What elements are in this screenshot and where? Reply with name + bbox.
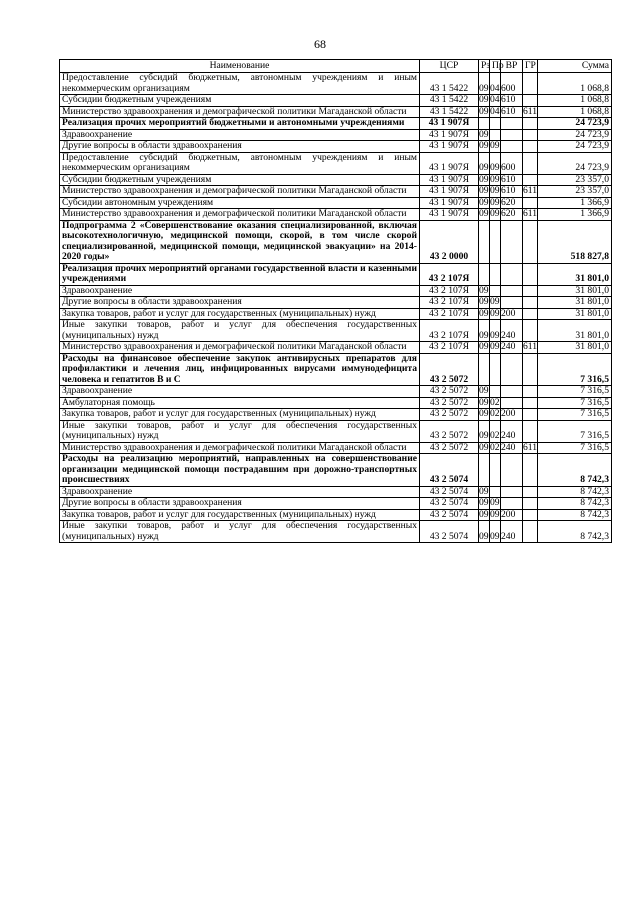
cell-name: Субсидии бюджетным учреждениям — [60, 95, 420, 107]
cell-vr — [501, 498, 523, 510]
cell-vr — [501, 118, 523, 130]
cell-pr: 02 — [490, 420, 501, 442]
cell-vr: 610 — [501, 186, 523, 198]
cell-rz: 09 — [479, 140, 489, 151]
table-row — [60, 141, 612, 153]
cell-pr: 04 — [490, 73, 501, 95]
cell-vr — [501, 486, 523, 498]
cell-gr — [523, 285, 538, 297]
cell-rz — [479, 263, 490, 285]
cell-csr: 43 1 907Я — [420, 186, 479, 198]
cell-sum: 24 723,9 — [538, 118, 612, 130]
cell-pr — [490, 285, 501, 297]
cell-gr — [523, 409, 538, 421]
cell-name: Здравоохранение — [60, 486, 420, 498]
cell-gr — [523, 397, 538, 409]
cell-rz — [479, 220, 490, 263]
cell-name: Другие вопросы в области здравоохранения — [60, 141, 420, 153]
cell-csr: 43 1 907Я — [420, 141, 479, 153]
table-row — [60, 263, 612, 285]
cell-csr: 43 2 107Я — [420, 320, 479, 342]
cell-vr: 240 — [501, 420, 523, 442]
cell-csr: 43 2 5072 — [420, 353, 479, 386]
cell-pr — [490, 220, 501, 263]
cell-csr: 43 1 907Я — [420, 129, 479, 141]
cell-rz: 09 — [479, 152, 490, 174]
cell-sum: 24 723,9 — [538, 152, 612, 174]
table-row — [60, 152, 612, 174]
header-sum: Сумма — [538, 60, 612, 73]
cell-csr: 43 2 5072 — [420, 397, 479, 409]
table-row — [60, 297, 612, 309]
table-row — [60, 320, 612, 342]
header-rz: Рз — [479, 60, 490, 73]
cell-sum: 1 068,8 — [538, 73, 612, 95]
table-row — [60, 397, 612, 409]
cell-name: Министерство здравоохранения и демографической политики Магаданской области — [60, 186, 420, 198]
cell-sum: 31 801,0 — [538, 285, 612, 297]
cell-vr: 610 — [501, 106, 523, 118]
cell-pr: 09 — [490, 320, 501, 342]
cell-sum: 1 366,9 — [538, 197, 612, 209]
table-row — [60, 174, 612, 186]
cell-csr: 43 1 5422 — [420, 106, 479, 118]
cell-pr: 09 — [490, 497, 500, 508]
cell-pr: 09 — [490, 341, 500, 352]
cell-pr — [490, 353, 501, 386]
cell-gr — [523, 73, 538, 95]
header-name: Наименование — [60, 60, 420, 73]
cell-rz: 09 — [479, 396, 489, 408]
cell-name: Здравоохранение — [60, 129, 420, 141]
cell-sum: 31 801,0 — [538, 342, 612, 354]
cell-sum: 1 068,8 — [538, 95, 612, 107]
header-vr: ВР — [501, 60, 523, 73]
cell-pr: 09 — [490, 521, 501, 543]
cell-rz: 09 — [479, 284, 489, 296]
cell-rz: 09 — [479, 105, 489, 117]
cell-sum: 7 316,5 — [538, 353, 612, 386]
table-row — [60, 118, 612, 130]
cell-csr: 43 2 0000 — [420, 220, 479, 263]
cell-pr — [490, 118, 501, 130]
table-row — [60, 220, 612, 263]
cell-csr: 43 2 107Я — [420, 297, 479, 309]
cell-vr: 200 — [501, 509, 523, 521]
cell-rz — [479, 454, 490, 487]
cell-name: Министерство здравоохранения и демографической политики Магаданской области — [60, 106, 420, 118]
cell-name: Закупка товаров, работ и услуг для государственных (муниципальных) нужд — [60, 509, 420, 521]
table-row — [60, 285, 612, 297]
cell-sum: 518 827,8 — [538, 220, 612, 263]
cell-sum: 8 742,3 — [538, 454, 612, 487]
cell-name: Подпрограмма 2 «Совершенствование оказания специализированной, включая высокотехнологичную, медицинской помощи, скорой, в том числе скорой специализированной, медицинской помощи, медицинской эвакуации» на 2014-2020 годы» — [60, 220, 420, 263]
cell-gr: 611 — [523, 208, 538, 219]
header-csr: ЦСР — [420, 60, 479, 73]
cell-sum: 31 801,0 — [538, 263, 612, 285]
cell-pr: 09 — [490, 185, 500, 196]
cell-pr: 09 — [490, 208, 500, 219]
cell-name: Реализация прочих мероприятий органами государственной власти и казенными учреждениями — [60, 263, 420, 285]
cell-name: Субсидии бюджетным учреждениям — [60, 174, 420, 186]
cell-rz: 09 — [479, 94, 489, 105]
cell-vr: 620 — [501, 209, 523, 221]
table-row — [60, 521, 612, 543]
table-row — [60, 73, 612, 95]
cell-pr: 02 — [490, 441, 500, 453]
cell-name: Иные закупки товаров, работ и услуг для обеспечения государственных (муниципальных) нужд — [60, 320, 420, 342]
cell-csr: 43 2 107Я — [420, 308, 479, 320]
cell-gr — [523, 152, 538, 174]
cell-gr — [523, 95, 538, 107]
cell-name: Иные закупки товаров, работ и услуг для обеспечения государственных (муниципальных) нужд — [60, 420, 420, 442]
cell-name: Министерство здравоохранения и демографической политики Магаданской области — [60, 342, 420, 354]
cell-gr — [523, 141, 538, 153]
cell-rz: 09 — [479, 208, 489, 219]
cell-sum: 1 366,9 — [538, 209, 612, 221]
cell-rz: 09 — [479, 296, 489, 307]
cell-csr: 43 2 107Я — [420, 285, 479, 297]
table-row — [60, 129, 612, 141]
cell-sum: 8 742,3 — [538, 498, 612, 510]
cell-sum: 1 068,8 — [538, 106, 612, 118]
cell-rz: 09 — [479, 307, 489, 319]
cell-pr — [490, 263, 501, 285]
cell-vr — [501, 129, 523, 141]
cell-gr — [523, 486, 538, 498]
cell-rz: 09 — [479, 341, 489, 352]
cell-csr: 43 1 907Я — [420, 152, 479, 174]
cell-vr: 600 — [501, 73, 523, 95]
cell-csr: 43 1 907Я — [420, 197, 479, 209]
cell-rz: 09 — [479, 521, 490, 543]
cell-rz: 09 — [479, 320, 490, 342]
cell-sum: 31 801,0 — [538, 297, 612, 309]
cell-gr: 611 — [523, 185, 538, 196]
cell-gr — [523, 263, 538, 285]
cell-name: Иные закупки товаров, работ и услуг для обеспечения государственных (муниципальных) нужд — [60, 521, 420, 543]
cell-vr — [501, 353, 523, 386]
cell-vr: 610 — [501, 95, 523, 107]
cell-name: Субсидии автономным учреждениям — [60, 197, 420, 209]
table-row — [60, 197, 612, 209]
cell-pr: 09 — [490, 196, 500, 208]
cell-csr: 43 1 907Я — [420, 118, 479, 130]
cell-pr — [490, 129, 501, 141]
cell-csr: 43 1 5422 — [420, 95, 479, 107]
cell-vr — [501, 454, 523, 487]
cell-gr — [523, 297, 538, 309]
cell-sum: 31 801,0 — [538, 308, 612, 320]
cell-rz: 09 — [479, 508, 489, 520]
cell-sum: 7 316,5 — [538, 409, 612, 421]
cell-vr: 240 — [501, 521, 523, 543]
cell-sum: 24 723,9 — [538, 141, 612, 153]
cell-csr: 43 2 5074 — [420, 521, 479, 543]
cell-rz: 09 — [479, 128, 489, 140]
cell-name: Реализация прочих мероприятий бюджетными и автономными учреждениями — [60, 118, 420, 130]
table-row — [60, 209, 612, 221]
cell-pr — [490, 454, 501, 487]
cell-sum: 24 723,9 — [538, 129, 612, 141]
cell-name: Здравоохранение — [60, 285, 420, 297]
cell-csr: 43 2 5072 — [420, 420, 479, 442]
cell-name: Амбулаторная помощь — [60, 397, 420, 409]
table-row — [60, 498, 612, 510]
cell-gr: 611 — [523, 105, 538, 117]
table-header-row — [60, 60, 612, 73]
cell-name: Другие вопросы в области здравоохранения — [60, 498, 420, 510]
table-row — [60, 106, 612, 118]
cell-rz — [479, 353, 490, 386]
cell-sum: 23 357,0 — [538, 186, 612, 198]
cell-vr: 610 — [501, 174, 523, 186]
cell-csr: 43 2 5072 — [420, 442, 479, 454]
cell-name: Расходы на реализацию мероприятий, направленных на совершенствование организации медицинской помощи пострадавшим при дорожно-транспортных происшествиях — [60, 454, 420, 487]
cell-pr — [490, 386, 501, 398]
cell-csr: 43 2 5074 — [420, 498, 479, 510]
table-row — [60, 420, 612, 442]
table-row — [60, 409, 612, 421]
table-row — [60, 95, 612, 107]
cell-vr — [501, 397, 523, 409]
cell-sum: 8 742,3 — [538, 509, 612, 521]
table-row — [60, 509, 612, 521]
cell-sum: 7 316,5 — [538, 420, 612, 442]
cell-rz — [479, 118, 490, 130]
cell-sum: 7 316,5 — [538, 386, 612, 398]
cell-name: Предоставление субсидий бюджетным, автономным учреждениям и иным некоммерческим организациям — [60, 73, 420, 95]
cell-csr: 43 2 5074 — [420, 509, 479, 521]
cell-name: Другие вопросы в области здравоохранения — [60, 297, 420, 309]
cell-gr — [523, 129, 538, 141]
cell-vr — [501, 141, 523, 153]
cell-vr: 200 — [501, 308, 523, 320]
cell-pr: 09 — [490, 508, 500, 520]
cell-gr — [523, 498, 538, 510]
cell-name: Министерство здравоохранения и демографической политики Магаданской области — [60, 209, 420, 221]
cell-gr — [523, 220, 538, 263]
cell-gr — [523, 308, 538, 320]
cell-sum: 8 742,3 — [538, 486, 612, 498]
cell-vr — [501, 285, 523, 297]
cell-pr: 09 — [490, 307, 500, 319]
header-pr: Пр — [490, 60, 501, 73]
cell-csr: 43 2 107Я — [420, 263, 479, 285]
cell-rz: 09 — [479, 497, 489, 508]
cell-pr: 04 — [490, 94, 500, 105]
cell-vr — [501, 386, 523, 398]
cell-pr — [490, 486, 501, 498]
table-row — [60, 342, 612, 354]
cell-gr — [523, 386, 538, 398]
cell-csr: 43 2 5072 — [420, 386, 479, 398]
cell-gr — [523, 420, 538, 442]
cell-gr — [523, 509, 538, 521]
header-gr: ГР — [523, 60, 538, 73]
cell-pr: 02 — [490, 396, 500, 408]
table-row — [60, 308, 612, 320]
cell-csr: 43 1 5422 — [420, 73, 479, 95]
cell-gr — [523, 521, 538, 543]
cell-pr: 09 — [490, 296, 500, 307]
cell-pr: 09 — [490, 140, 500, 151]
cell-gr — [523, 197, 538, 209]
cell-vr — [501, 220, 523, 263]
cell-csr: 43 2 5074 — [420, 486, 479, 498]
cell-pr: 09 — [490, 152, 501, 174]
cell-pr: 02 — [490, 408, 500, 419]
table-row — [60, 442, 612, 454]
cell-name: Здравоохранение — [60, 386, 420, 398]
cell-gr — [523, 353, 538, 386]
cell-name: Расходы на финансовое обеспечение закупок антивирусных препаратов для профилактики и лечения лиц, инфицированных вирусами иммунодефицита человека и гепатитов В и С — [60, 353, 420, 386]
table-row — [60, 186, 612, 198]
table-row — [60, 454, 612, 487]
cell-gr: 611 — [523, 341, 538, 352]
budget-table — [59, 59, 612, 543]
cell-csr: 43 2 5072 — [420, 409, 479, 421]
cell-vr — [501, 263, 523, 285]
cell-vr — [501, 297, 523, 309]
cell-sum: 7 316,5 — [538, 442, 612, 454]
table-row — [60, 486, 612, 498]
cell-csr: 43 1 907Я — [420, 174, 479, 186]
cell-vr: 600 — [501, 152, 523, 174]
cell-pr: 04 — [490, 105, 500, 117]
cell-name: Министерство здравоохранения и демографической политики Магаданской области — [60, 442, 420, 454]
cell-sum: 23 357,0 — [538, 174, 612, 186]
cell-vr: 200 — [501, 409, 523, 421]
cell-sum: 8 742,3 — [538, 521, 612, 543]
cell-rz: 09 — [479, 185, 489, 196]
cell-rz: 09 — [479, 441, 489, 453]
cell-gr — [523, 174, 538, 186]
cell-rz: 09 — [479, 385, 489, 396]
cell-rz: 09 — [479, 196, 489, 208]
page-number: 68 — [314, 37, 326, 51]
cell-gr — [523, 320, 538, 342]
cell-sum: 31 801,0 — [538, 320, 612, 342]
cell-name: Закупка товаров, работ и услуг для государственных (муниципальных) нужд — [60, 308, 420, 320]
cell-name: Предоставление субсидий бюджетным, автономным учреждениям и иным некоммерческим организациям — [60, 152, 420, 174]
cell-rz: 09 — [479, 485, 489, 497]
table-row — [60, 353, 612, 386]
cell-pr: 09 — [490, 173, 500, 185]
cell-rz: 09 — [479, 408, 489, 419]
cell-rz: 09 — [479, 420, 490, 442]
cell-csr: 43 1 907Я — [420, 209, 479, 221]
cell-name: Закупка товаров, работ и услуг для государственных (муниципальных) нужд — [60, 409, 420, 421]
cell-rz: 09 — [479, 173, 489, 185]
table-row — [60, 386, 612, 398]
cell-gr: 611 — [523, 441, 538, 453]
cell-gr — [523, 118, 538, 130]
cell-gr — [523, 454, 538, 487]
cell-sum: 7 316,5 — [538, 397, 612, 409]
cell-rz: 09 — [479, 73, 490, 95]
cell-vr: 240 — [501, 342, 523, 354]
cell-vr: 240 — [501, 442, 523, 454]
cell-vr: 620 — [501, 197, 523, 209]
cell-csr: 43 2 107Я — [420, 342, 479, 354]
cell-vr: 240 — [501, 320, 523, 342]
cell-csr: 43 2 5074 — [420, 454, 479, 487]
